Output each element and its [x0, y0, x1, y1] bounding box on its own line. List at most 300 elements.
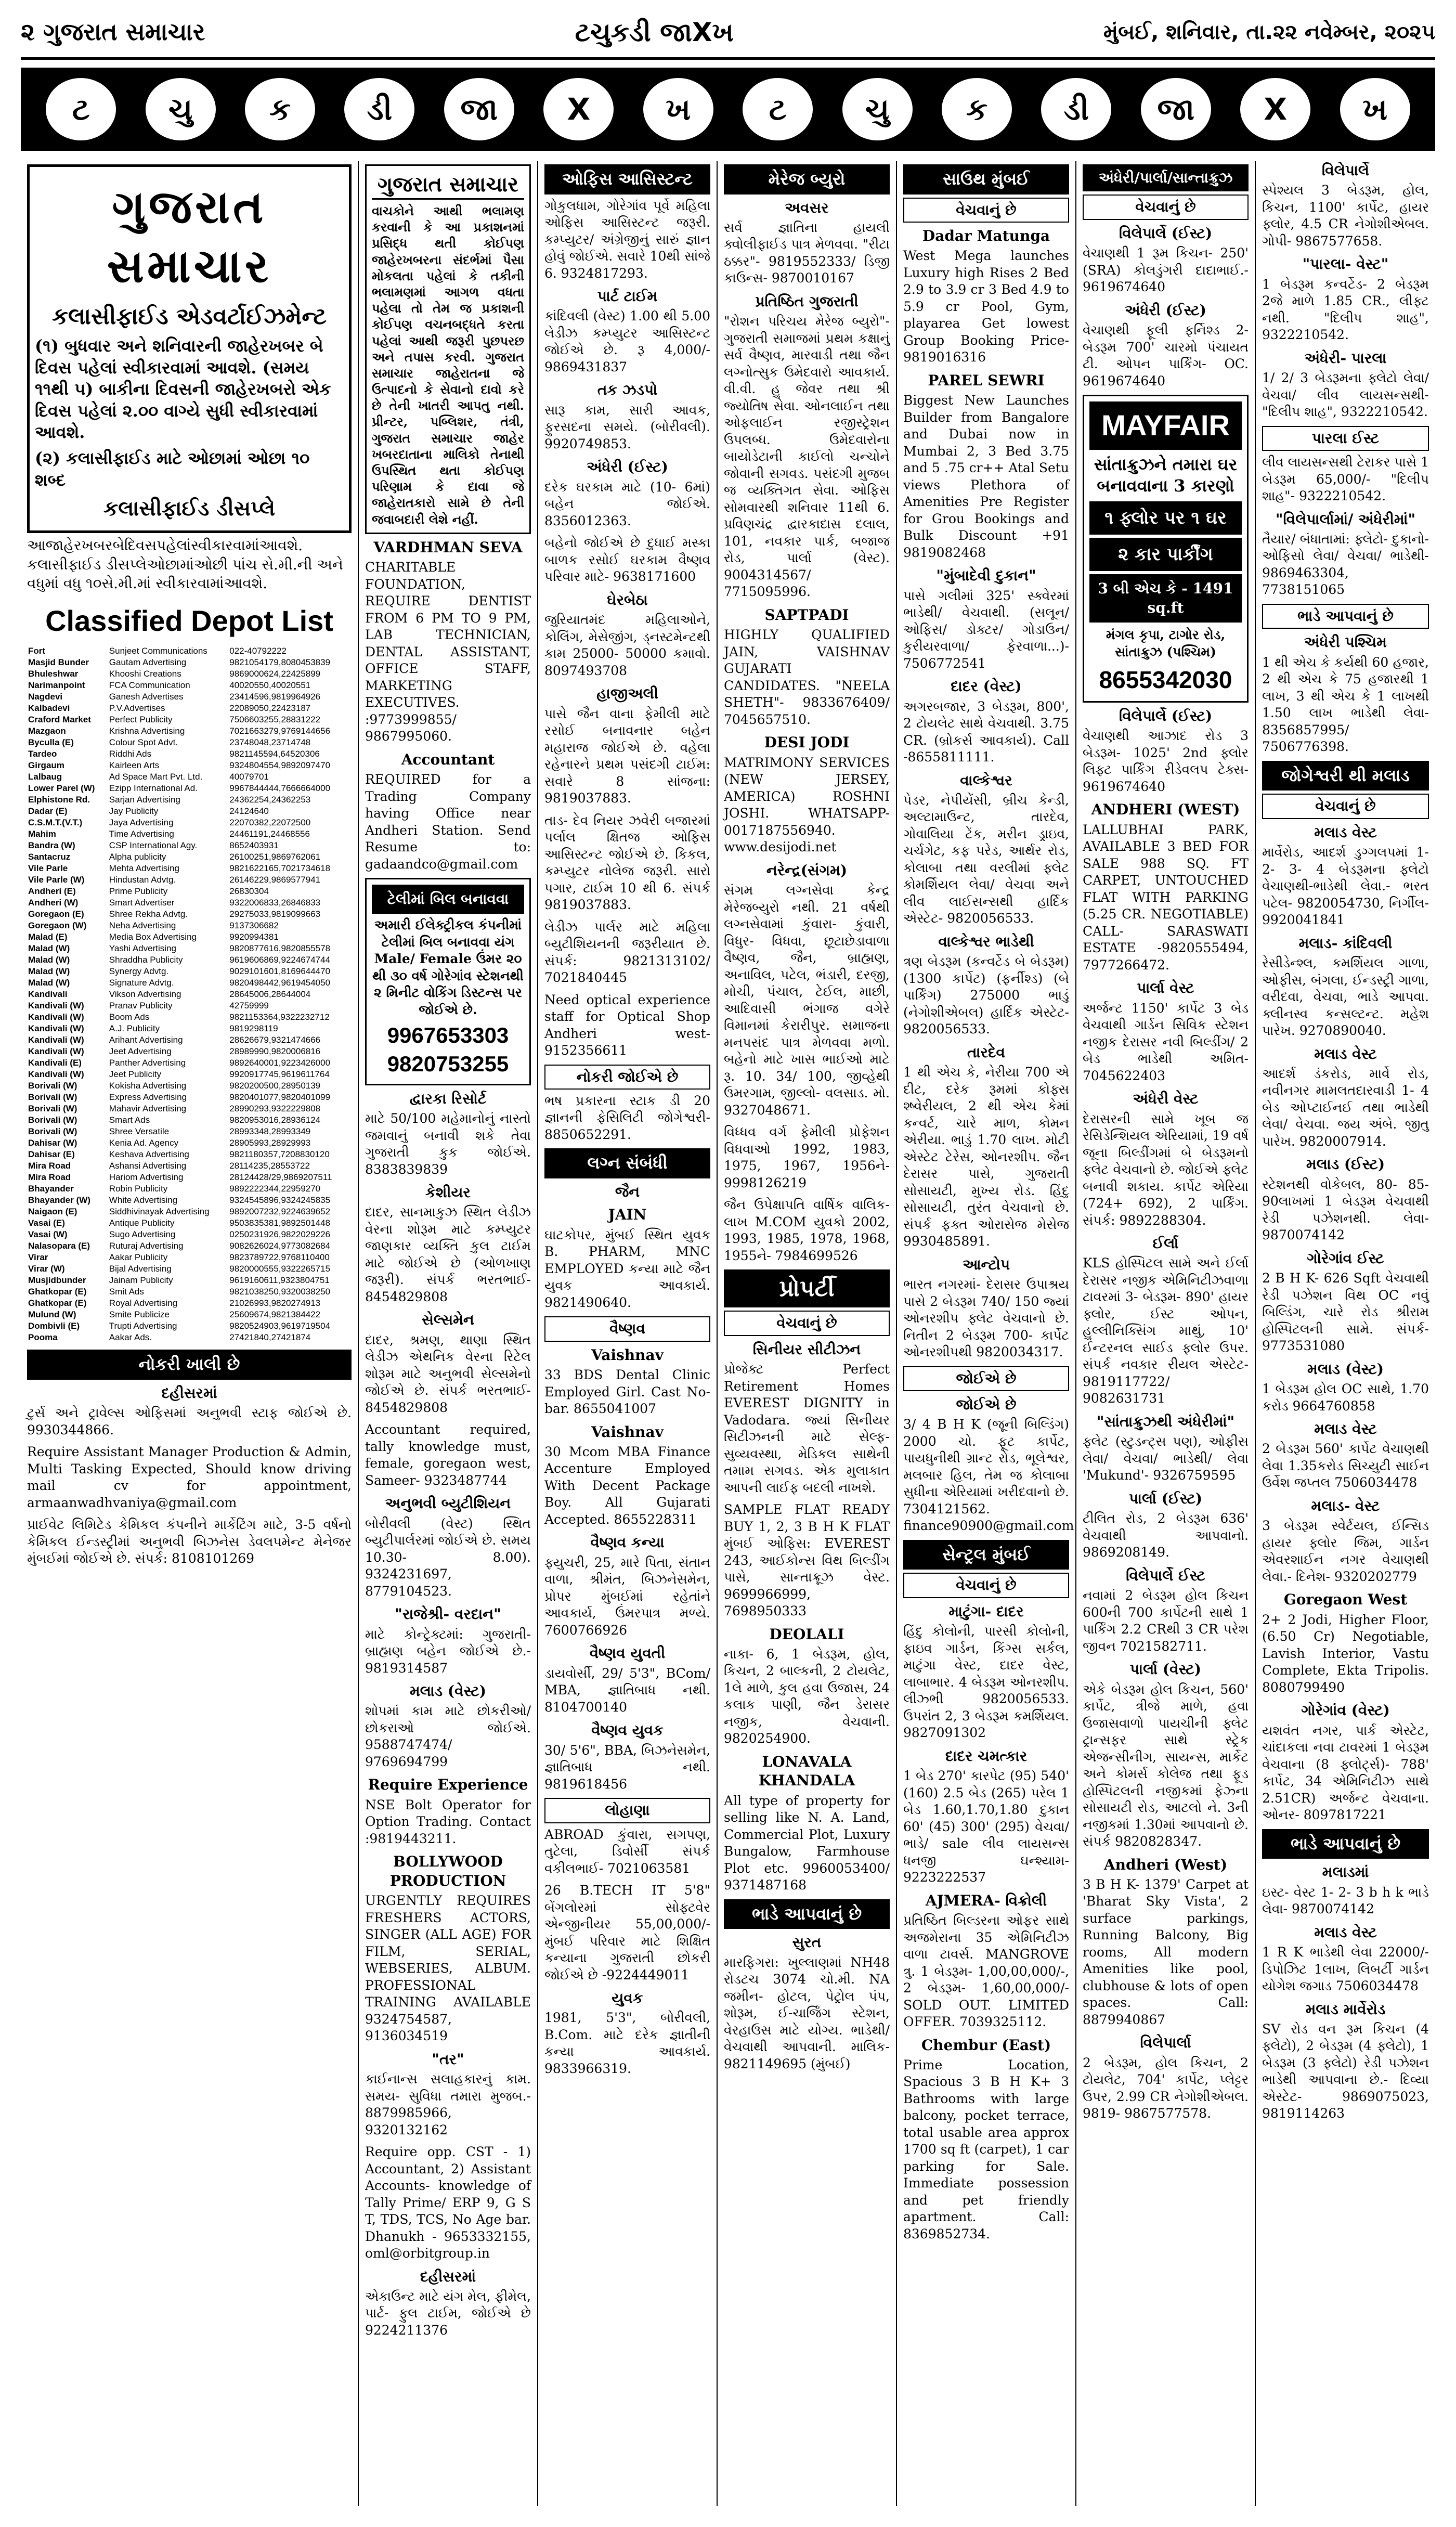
column-3 — [538, 161, 718, 2506]
mayfair-headline: સાંતાક્રુઝને તમારા ઘર બનાવવાના 3 કારણો — [1094, 454, 1238, 496]
for-rent-header: ભાડે આપવાનું છે — [1262, 1829, 1429, 1859]
depot-phone: 0250231926,9822029226 — [229, 1229, 331, 1240]
depot-phone: 9920917745,9619611764 — [229, 1069, 330, 1080]
depot-agency: Perfect Publicity — [109, 715, 173, 725]
ad-heading: જૈન — [615, 1183, 640, 1201]
telly-ad-phone: 9967653303 — [387, 1023, 509, 1048]
ad-body: 1 R K ભાડેથી લેવા 22000/- ડિપોઝિટ 1લાખ, લિબર્ટી ગાર્ડન યોગેશ જગાડ 7506034478 — [1262, 1945, 1429, 1993]
depot-agency: Siddhivinayak Advertising — [109, 1207, 210, 1217]
depot-phone: 23414596,9819964926 — [229, 692, 321, 702]
depot-row — [27, 954, 352, 966]
section-header: સાઉથ મુંબઈ — [903, 164, 1069, 195]
depot-row — [27, 874, 352, 886]
telly-ad-body: અમારી ઈલેક્ટ્રીકલ કંપનીમાં ટેલીમાં બિલ બનાવવા યંગ Male/ Female ઉંમર ૨૦ થી ૩૦ વર્ષ ગોરેગાંવ સ્ટેશનથી ૨ મિનીટ વોકિંગ ડિસ્ટન્સ પર જોઈએ છે. — [372, 917, 524, 1017]
depot-phone: 9324545896,9324245835 — [229, 1195, 331, 1206]
disclaimer-logo: ગુજરાત સમાચાર — [372, 171, 524, 200]
depot-area: Vasai (E) — [28, 1218, 65, 1228]
depot-area: Kandivali (W) — [28, 1035, 84, 1045]
depot-phone: 9821145594,64520306 — [229, 749, 320, 759]
depot-area: Kandivali (W) — [28, 1069, 84, 1080]
depot-area: Lower Parel (W) — [28, 783, 95, 794]
banner-letter: ટ — [46, 78, 116, 140]
depot-row — [27, 943, 352, 954]
ad-heading: દાદર ચમત્કાર — [945, 1747, 1028, 1765]
section-header: ઓફિસ આસિસ્ટન્ટ — [544, 164, 710, 195]
ad-heading: VARDHMAN SEVA — [373, 538, 523, 556]
depot-row — [27, 1332, 352, 1343]
depot-area: Kandivali (W) — [28, 1001, 84, 1011]
ad-heading: તારદેવ — [967, 1043, 1005, 1061]
ad-heading: Require Experience — [368, 1776, 528, 1794]
ad-heading: પ્રતિષ્ઠિત ગુજરાતી — [755, 292, 859, 310]
depot-area: Kandivali (W) — [28, 1046, 84, 1057]
depot-row — [27, 1229, 352, 1240]
depot-phone: 28990293,9322229808 — [229, 1104, 321, 1114]
ad-body: Require opp. CST - 1) Accountant, 2) Assistant Accounts- knowledge of Tally Prime/ ERP 9, G S T, TDS, TCS, No Age bar. Dhanukh - 9653332155, oml@orbitgroup.in — [365, 2144, 531, 2261]
for-rent-header: ભાડે આપવાનું છે — [1262, 604, 1429, 629]
telly-ad-header: ટેલીમાં બિલ બનાવવા — [372, 885, 524, 914]
ad-body: Prime Location, Spacious 3 B H K+ 3 Bathrooms with large balcony, pocket terrace, total usable area approx 1700 sq ft (carpet), 1 car parking for Sale. Immediate possession and pet friendly apartment. Call: 8369852734. — [903, 2057, 1069, 2241]
column-7 — [1256, 161, 1435, 2506]
depot-row — [27, 1309, 352, 1320]
depot-row — [27, 1126, 352, 1137]
depot-phone: 9823789722,9768110400 — [229, 1252, 330, 1263]
ad-body: તૈયાર/ બંધાતામાં: ફ્લેટો- દુકાનો- ઓફિસો લેવા/ વેચવા/ ભાડેથી- 9869463304, 7738151065 — [1262, 531, 1429, 598]
ad-body: 1 થી એચ કે કર્યથી 60 હજાર, 2 થી એચ કે 75 હજારથી 1 લાખ, 3 થી એચ કે 1 લાખથી 1.50 લાખ ભાડેથી લેવા- 8356857995/ 7506776398. — [1262, 654, 1429, 755]
depot-row — [27, 680, 352, 691]
depot-agency: Antique Publicity — [109, 1218, 175, 1228]
depot-phone: 28626679,9321474666 — [229, 1035, 321, 1045]
depot-area: Bhuleshwar — [28, 669, 79, 679]
ad-body: જૈન ઉપેક્ષાપતિ વાર્ષિક વાલિક- લાખ M.COM યુવકો 2002, 1993, 1985, 1978, 1968, 1955ને- 7984699526 — [724, 1197, 890, 1263]
depot-area: Narimanpoint — [28, 680, 85, 691]
ad-body: Accountant required, tally knowledge must, female, goregaon west, Sameer- 9323487744 — [365, 1422, 531, 1488]
dateline: મુંબઈ, શનિવાર, તા.૨૨ નવેમ્બર, ૨૦૨૫ — [1103, 20, 1435, 44]
depot-agency: Khooshi Creations — [109, 669, 181, 679]
depot-agency: Keshava Advertising — [109, 1149, 189, 1160]
depot-phone: 9029101601,8169644470 — [229, 966, 331, 977]
column-1 — [21, 161, 359, 2506]
ad-body: મારફિગરા: ખુલ્લાણમાં NH48 રોડટચ 3074 ચો.મી. NA જમીન- હોટલ, પેટ્રોલ પંપ, શોરૂમ, ઈ-ચાર્જિંગ સ્ટેશન, વેરહાઉસ માટે યોગ્ય. ભાડેથી/ વેચવાથી આપવાની. માલિક- 9821149695 (મુંબઈ) — [724, 1954, 890, 2071]
depot-agency: Arihant Advertising — [109, 1035, 183, 1045]
ad-body: વિધ્ધવ વર્ગ ફેમીલી પ્રોફેશન વિધવાઓ 1992, 1983, 1975, 1967, 1956ને- 9998126219 — [724, 1124, 890, 1190]
ad-body: યશવંત નગર, પાર્ક એસ્ટેટ, ચાંદાકલા નવા ટાવરમાં 1 બેડરૂમ વેચવાના (8 ફ્લોર્ટ્સ)- 788' કાર્પેટ, 34 એમિનિટીઝ સાથે 2.51CR) અર્જન્ટ વેચવાના. ઓનર- 8097817221 — [1262, 1722, 1429, 1823]
depot-area: Girgaum — [28, 760, 64, 771]
ad-heading: મલાડ વેસ્ટ — [1314, 823, 1377, 841]
depot-phone: 9820200500,28950139 — [229, 1081, 321, 1091]
rule-2: (૨) કલાસીફાઈડ માટે ઓછામાં ઓછા ૧૦ શબ્દ — [35, 448, 310, 490]
ad-heading: મલાડ વેસ્ટ — [1314, 1045, 1377, 1062]
ad-heading: મલાડ વેસ્ટ — [1314, 1420, 1377, 1438]
depot-agency: Bijal Advertising — [109, 1264, 172, 1274]
depot-row — [27, 771, 352, 783]
depot-phone: 9137306682 — [229, 921, 279, 931]
depot-agency: A.J. Publicity — [109, 1023, 160, 1034]
depot-agency: P.V.Advertises — [109, 703, 165, 714]
depot-agency: Krishna Advertising — [109, 726, 185, 736]
depot-row — [27, 794, 352, 806]
ad-body: માટે 50/100 મહેમાનોનું નાસ્તો જમવાનું બનાવી શકે તેવા ગુજરાતી કુક જોઈએ. 8383839839 — [365, 1111, 531, 1177]
depot-row — [27, 851, 352, 863]
ad-body: 26 B.TECH IT 5'8" બેંગલોરમાં સોફ્ટવેર એન્જીનીયર 55,00,000/- મુંબઈ પરિવાર માટે શિક્ષિત કન્યાના ગુજરાતી છોકરી જોઈએ છે -9224449011 — [544, 1883, 710, 1982]
page-number-masthead: ૨ ગુજરાત સમાચાર — [21, 18, 205, 46]
depot-agency: Trupti Advertising — [109, 1321, 177, 1331]
ad-body: હિંદુ કોલોની, પારસી કોલોની, ફાઇવ ગાર્ડન, કિંગ્સ સર્કલ, માટુંગા વેસ્ટ, દાદર વેસ્ટ, લાબાભાર. 4 બેડરૂમ ઓનરશીપ. લીઝ્ભી 9820056533. ઉપરાંત 2, 3 બેડરૂમ કમર્શિયલ. 9827091302 — [903, 1624, 1069, 1741]
depot-agency: Sunjeet Communications — [109, 646, 207, 656]
ad-heading: Andheri (West) — [1103, 1856, 1228, 1873]
weddings-header: લગ્ન સંબંધી — [544, 1148, 710, 1178]
depot-area: Mazgaon — [28, 726, 66, 736]
ad-heading: અંધેરી- પારલા — [1304, 349, 1387, 367]
depot-phone: 28989990,9820006816 — [229, 1046, 321, 1057]
depot-row — [27, 1160, 352, 1172]
ad-heading: LONAVALA KHANDALA — [758, 1753, 855, 1790]
ad-body: NSE Bolt Operator for Option Trading. Contact :9819443211. — [365, 1797, 531, 1846]
depot-row — [27, 863, 352, 874]
depot-agency: Smit Ads — [109, 1287, 144, 1297]
property-header: પ્રોપર્ટી — [724, 1269, 890, 1307]
ad-heading: "વિલેપાર્લામાં/ અંધેરીમાં" — [1275, 510, 1416, 528]
ad-body: કાઈનાન્સ સલાહકારનું કામ. સમય- સુવિધા તમારા મુજબ.- 8879985966, 9320132162 — [365, 2071, 531, 2137]
ad-heading: JAIN — [608, 1206, 647, 1224]
depot-agency: Shraddha Publicity — [109, 955, 183, 965]
ad-body: ટીલિત રોડ, 2 બેડરૂમ 636' વેચવાથી આપવાનો. 9869208149. — [1083, 1511, 1249, 1560]
depot-row — [27, 1240, 352, 1252]
depot-phone: 9819298119 — [229, 1023, 278, 1034]
banner-letter: ચુ — [146, 78, 216, 140]
depot-agency: Jeet Advertising — [109, 1046, 172, 1057]
ad-body: ટુર્સ અને ટ્રાવેલ્સ ઓફિસમાં અનુભવી સ્ટાફ જોઈએ છે. 9930344866. — [27, 1405, 352, 1437]
depot-area: Malad (W) — [28, 978, 70, 988]
ad-heading: Dadar Matunga — [922, 227, 1050, 244]
ad-body: ફ્લેટ (સ્ટુડન્ટ્સ પણ), ઓફીસ લેવા/ વેચવા/ ભાડેથી/ લેવા 'Mukund'- 9326759595 — [1083, 1434, 1249, 1483]
depot-agency: Pranav Publicity — [109, 1001, 173, 1011]
ad-body: 2+ 2 Jodi, Higher Floor, (6.50 Cr) Negotiable, Lavish Interior, Vastu Complete, Ekta Tripolis. 8080799490 — [1262, 1612, 1429, 1695]
depot-agency: Smart Ads — [109, 1115, 150, 1125]
depot-area: Masjid Bunder — [28, 657, 89, 668]
ad-body: તાડ- દેવ નિયર ઝવેરી બજારમાં પર્લાલ ક્ષિતજ ઓફિસ આસિસ્ટન્ટ જોઈએ છે. કિકલ, કમ્પ્યુટર નોલેજ જરૂરી. સારો પગાર, ટાઈમ 10 થી 6. સંપર્ક 9819037883. — [544, 812, 710, 913]
depot-phone: 9892007232,9224639652 — [229, 1207, 331, 1217]
depot-area: Virar (W) — [28, 1264, 65, 1274]
depot-phone: 40079701 — [229, 772, 269, 782]
depot-area: Craford Market — [28, 715, 91, 725]
depot-phone: 7506603255,28831222 — [229, 715, 321, 725]
depot-area: Borivali (W) — [28, 1092, 77, 1103]
ad-body: Need optical experience staff for Optical Shop Andheri west- 9152356611 — [544, 992, 710, 1058]
ad-body: ગોકુલધામ, ગોરેગાંવ પૂર્વે મહિલા ઓફિસ આસિસ્ટન્ટ જરૂરી. કમ્પ્યુટર/ અંગ્રેજીનું સારું જ્ઞાન હોવું જોઈએ. સવારે 10થી સાંજે 6. 9324817293. — [544, 198, 710, 281]
ad-body: REQUIRED for a Trading Company having Office near Andheri Station. Send Resume to: gadaandco@gmail.com — [365, 772, 531, 872]
for-sale-header: વેચવાનું છે — [1083, 195, 1249, 219]
depot-phone: 9820401077,9820401099 — [229, 1092, 331, 1103]
ad-body: સર્વ જ્ઞાતિના હાયલી ક્વોલીફાઈડ પાત્ર મેળવવા. "રીટા ઠક્કર"- 9819552333/ ડિજી કાઉન્સ- 9870010167 — [724, 219, 890, 286]
for-sale-header: વેચવાનું છે — [903, 1573, 1069, 1598]
depot-phone: 9619160611,9323804751 — [229, 1275, 330, 1286]
depot-phone: 29275033,9819099663 — [229, 909, 321, 919]
ad-heading: ગોરેગાંવ ઈસ્ટ — [1307, 1249, 1384, 1267]
depot-agency: Shree Versatile — [109, 1126, 170, 1137]
depot-row — [27, 703, 352, 714]
mayfair-phone: 8655342030 — [1099, 666, 1232, 694]
depot-row — [27, 645, 352, 657]
subsection-header: પારલા ઈસ્ટ — [1262, 426, 1429, 451]
ad-body: અગરબજાર, 3 બેડરૂમ, 800', 2 ટોયલેટ સાથે વેચવાથી. 3.75 CR. (બ્રોકર્સ આવકાર્ય). Call -8655811111. — [903, 698, 1069, 765]
page-header — [21, 7, 1435, 60]
depot-phone: 9821038250,9320038250 — [229, 1287, 331, 1297]
depot-row — [27, 748, 352, 760]
depot-agency: Ganesh Advertises — [109, 692, 184, 702]
depot-row — [27, 714, 352, 725]
ad-body: નાકા- 6, 1 બેડરૂમ, હોલ, કિચન, 2 બાલ્કની, 2 ટોયલેટ, 1લે માળે, કુલ હવા ઉજાસ, 24 કલાક પાણી, જૈન ડેરાસર નજીક, વેચવાની. 9820254900. — [724, 1646, 890, 1746]
mayfair-benefit: 3 બી એચ કે - 1491 sq.ft — [1089, 574, 1242, 623]
depot-agency: Synergy Advtg. — [109, 966, 169, 977]
ad-body: જુરિયાતમંદ મહિલાઓને, કોલિંગ, મેસેજીંગ, ડ્નસ્ટમેન્ટથી કામ 25000- 50000 કમાવો. 8097493708 — [544, 612, 710, 678]
depot-agency: Vikson Advertising — [109, 989, 181, 1000]
masthead-logo: ગુજરાત સમાચાર — [107, 180, 272, 293]
ad-body: 3 બેડરૂમ સ્વેર્ટયલ, ઈન્સિડ હાયર ફ્લોર જિમ, ગાર્ડન એવરશાઈન નગર વેચાણથી લેવા.- દિનેશ- 9320202779 — [1262, 1518, 1429, 1584]
depot-row — [27, 1195, 352, 1206]
disclaimer-box — [365, 164, 531, 534]
depot-phone: 9820000555,9322265715 — [229, 1264, 331, 1274]
depot-row — [27, 1034, 352, 1046]
ad-body: સંગમ લગ્નસેવા કેન્દ્ર મેરેજબ્યુરો નથી. 21 વર્ષથી લગ્નસેવામાં કુંવારા- કુંવારી, વિધુર- વિધવા, છૂટાછેડાવાળા વૈષ્ણવ, જૈન, બ્રાહ્મણ, અનાવિલ, પટેલ, ભંડારી, દરજી, મોચી, પંચાલ, ટેઈલ, માછી, આદિવાસી ભંગાજ વગેરે વિમાનમાં કેરારીપુર. સમાજના મનપસંદ પાત્ર મેળવવા મળો. બહેનો માટે ખાસ ભાઈઓ માટે રૂ. 10. 34/ 100, જીવ્હેથી ઉમરગામ, જીલ્લો- વલસાડ. મો. 9327048671. — [724, 883, 890, 1118]
depot-phone: 9820877616,9820855578 — [229, 943, 331, 954]
ad-body: 33 BDS Dental Clinic Employed Girl. Cast No- bar. 8655041007 — [544, 1367, 710, 1417]
disclaimer-text: વાચકોને આથી ભલામણ કરવાની કે આ પ્રકાશનમાં પ્રસિદ્ધ થતી કોઈપણ જાહેરખબરના સંદર્ભમાં પૈસા મોકલતા પહેલાં કે તકીની ભલામણમાં આગળ વધતા પહેલા તો તેમ જ પ્રકાશની કોઈપણ વચનબદ્ધતે કરતા પહેલાં આથી જરૂરી પુછપરછ અને તપાસ કરવી. ગુજરાત સમાચાર જાહેરાતના જે ઉત્પાદનો કે સેવાનો દાવો કરે છે તેની ખાતરી આપતુ નથી. પ્રીન્ટર, પબ્લિશર, તંત્રી, ગુજરાત સમાચાર જાહેર ખબરદાતાના માલિકો તેનાથી ઉપસ્થિત થતા કોઈપણ પરિણામ કે દાવા જે જાહેરાતકારો સામે છે તેની જવાબદારી લેશે નહીં. — [372, 203, 524, 527]
ad-heading: મલાડ (વેસ્ટ) — [1307, 1360, 1384, 1378]
depot-agency: Ad Space Mart Pvt. Ltd. — [109, 772, 203, 782]
depot-row — [27, 1252, 352, 1263]
depot-row — [27, 1183, 352, 1195]
banner-letter: ખ — [1340, 78, 1410, 140]
depot-phone: 27421840,27421874 — [229, 1332, 311, 1343]
banner-letter: જા — [1141, 78, 1211, 140]
ad-body: Biggest New Launches Builder from Bangalore and Dubai now in Mumbai 2, 3 Bed 3.75 and 5 .75 cr++ Atal Setu views Plethora of Amenities Pre Register for Grou Bookings and Bulk Discount +91 9819082468 — [903, 393, 1069, 560]
ad-body: ભારત નગરમાં- દેરાસર ઉપાશ્રય પાસે 2 બેડરૂમ 740/ 150 જ્યાં ઓનરશીપ ફ્લેટ વેચવાનો છે. નિતીન 2 બેડરૂમ 700- કાર્પેટ ઓનરશીપથી 9820034317. — [903, 1277, 1069, 1360]
depot-agency: CSP International Agy. — [109, 840, 198, 851]
depot-agency: Jay Publicity — [109, 806, 159, 817]
depot-phone: 28993348,28993349 — [229, 1126, 311, 1137]
telly-ad-phone: 9820753255 — [387, 1052, 509, 1077]
depot-phone: 9324804554,9892097470 — [229, 760, 331, 771]
ad-body: શોપમાં કામ માટે છોકરીઓ/ છોકરાઓ જોઈએ. 9588747474/ 9769694799 — [365, 1703, 531, 1769]
depot-list-title: Classified Depot List — [45, 604, 333, 638]
ad-heading: દહીસરમાં — [420, 2267, 476, 2285]
depot-area: Malad (W) — [28, 955, 70, 965]
depot-agency: Smart Advertiser — [109, 898, 175, 908]
depot-area: Lalbaug — [28, 772, 62, 782]
depot-area: Bandra (W) — [28, 840, 75, 851]
depot-agency: Smite Publicize — [109, 1310, 170, 1320]
ad-body: દાદર, શ્રમણ, થાણા સ્થિત લેડીઝ એથનિક વેરના રિટેલ શોરૂમ માટે અનુભવી સેલ્સમેનો જોઈએ છે. સંપર્ક ભરતભાઈ- 8454829808 — [365, 1332, 531, 1415]
ad-body: આદર્શ ડંકરોડ, માર્વે રોડ, નવીનગર મામલતદારવાડી 1- 4 બેડ ઓપ્ટાઈનઈ તથા ભાડેથી લેવા/ વેચવા. જય અંબે. જીતુ પારેખ. 9820007914. — [1262, 1066, 1429, 1149]
ad-body: ઘાટકોપર, મુંબઈ સ્થિત યુવક B. PHARM, MNC EMPLOYED કન્યા માટે જૈન યુવક આવકાર્ય. 9821490640. — [544, 1227, 710, 1310]
ad-body: દાદર, સાનમાકુઝ સ્થિત લેડીઝ વેરના શોરૂમ માટે કમ્પ્યુટર જાણકાર વ્યક્તિ કુલ ટાઈમ માટે જોઈએ છે (ઓળખાણ જરૂરી). સંપર્ક ભરતભાઈ- 8454829808 — [365, 1204, 531, 1304]
ad-heading: ANDHERI (WEST) — [1091, 801, 1240, 819]
depot-phone: 9082626024,9773082684 — [229, 1241, 331, 1251]
depot-row — [27, 1286, 352, 1298]
ad-body: વેચાણથી આઝાદ રોડ 3 બેડરૂમ- 1025' 2nd ફ્લોર લિફ્ટ પાર્કિંગ રીડેવલપ ટેક્સ- 9619674640 — [1083, 728, 1249, 794]
depot-row — [27, 1206, 352, 1217]
depot-agency: Neha Advertising — [109, 921, 176, 931]
depot-phone: 9869000624,22425899 — [229, 669, 321, 679]
mayfair-benefit: ૨ કાર પાર્કીંગ — [1089, 538, 1242, 571]
ad-heading: સિનીયર સીટીઝન — [752, 1340, 861, 1358]
depot-phone: 21026993,9820274913 — [229, 1298, 321, 1308]
depot-area: Nagdevi — [28, 692, 63, 702]
depot-agency: Kokisha Advertising — [109, 1081, 187, 1091]
depot-agency: Signature Advtg. — [109, 978, 174, 988]
ad-heading: Vaishnav — [591, 1423, 664, 1441]
depot-row — [27, 989, 352, 1000]
depot-row — [27, 1023, 352, 1034]
banner-letter: X — [1240, 78, 1310, 140]
ad-body: 2 B H K- 626 Sqft વેચવાથી રેડી પઝેશન વિથ OC નવું બિલ્ડિંગ, ચારે રોડ શ્રીરામ હોસ્પિટલની સામે. સંપર્ક- 9773531080 — [1262, 1271, 1429, 1354]
depot-agency: FCA Communication — [109, 680, 190, 691]
depot-agency: Hariom Advertising — [109, 1172, 184, 1183]
depot-agency: Express Advertising — [109, 1092, 187, 1103]
column-2 — [359, 161, 538, 2506]
ad-body: KLS હોસ્પિટલ સામે અને ઈર્લા દેરાસર નજીક એમિનિટીઝવાળા ટાવરમાં 3- બેડરૂમ- 890' હાયર ફ્લોર, ઈસ્ટ ઓપન, હુલ્લીનિક્સિંગ માથું, 10' ઈન્ટરનલ સાઈડ ફ્લોર ઉપર. સંપર્ક નવકાર રીયલ એસ્ટેટ- 9819117722/ 9082631731 — [1083, 1255, 1249, 1406]
ad-heading: Goregaon West — [1283, 1591, 1408, 1609]
depot-phone: 28114235,28553722 — [229, 1161, 310, 1171]
depot-row — [27, 817, 352, 828]
depot-phone: 26100251,9869762061 — [229, 852, 321, 862]
ad-heading: સુરત — [792, 1934, 822, 1951]
depot-row — [27, 966, 352, 977]
subsection-header: લોહાણા — [544, 1798, 710, 1823]
depot-phone: 9892640001,9223426000 — [229, 1058, 331, 1068]
depot-phone: 26146229,9869577941 — [229, 875, 321, 885]
section-banner — [21, 68, 1435, 151]
banner-letter: X — [543, 78, 614, 140]
depot-area: Mira Road — [28, 1172, 71, 1183]
ad-body: અર્જન્ટ 1150' કાર્પેટ 3 બેડ વેચવાથી ગાર્ડન સિવિક સ્ટેશન નજીક દેરાસર નવી બિલ્ડીંગ/ 2 બેડ ભાડેથી અમિત- 7045622403 — [1083, 1000, 1249, 1083]
ad-heading: પાર્લા (વેસ્ટ) — [1130, 1661, 1201, 1678]
ad-body: 1 બેડરૂમ હોલ OC સાથે, 1.70 કરોડ 9664760858 — [1262, 1381, 1429, 1414]
depot-row — [27, 828, 352, 840]
depot-row — [27, 1275, 352, 1286]
ad-heading: PAREL SEWRI — [928, 371, 1045, 389]
ad-heading: વિલેપાર્લે (ઈસ્ટ) — [1119, 224, 1213, 242]
ad-body: 1 થી એચ કે, નેરીયા 700 એ દીટ, દરેક રૂમમાં કોફ્સ શ્ષ્વેરીયલ, 2 થી એચ કેમાં કન્વર્ટ, ચારે માળ, કોમન એરીયા. ભાડું 1.70 લાખ. મોટી એસ્ટેટ ટેરેસ, ઓનરશીપ. જૈન દેરાસર પાસે, ગુજરાતી સોસાયટી, મુખ્ય રોડ. હિંદુ સોસાયટી, તુરંત વેચવાનો છે. સંપર્ક ફક્ત ઓરાસેજ મેસેજ 9930485891. — [903, 1065, 1069, 1249]
depot-row — [27, 1217, 352, 1229]
ad-body: એકાઉન્ટ માટે યંગ મેલ, ફીમેલ, પાર્ટ- ફુલ ટાઈમ, જોઈએ છે 9224211376 — [365, 2288, 531, 2338]
depot-agency: Boom Ads — [109, 1012, 150, 1022]
ad-heading: SAPTPADI — [764, 606, 849, 624]
ad-heading: કેશીયર — [425, 1184, 471, 1201]
depot-agency: Ezipp International Ad. — [109, 783, 198, 794]
ad-heading: વિલેપાર્લે ઈસ્ટ — [1126, 1566, 1205, 1584]
depot-agency: Yashi Advertising — [109, 943, 176, 954]
ad-body: પાસે ગલીમાં 325' સ્ક્વેરમાં ભાડેથી/ વેચવાથી. (સલૂન/ ઓફિસ/ ડોક્ટર/ ગોડાઉન/ કુરીયરવાળા/ ફેરવાળા...)- 7506772541 — [903, 588, 1069, 671]
depot-area: Bhayander (W) — [28, 1195, 90, 1206]
depot-area: Vile Parle — [28, 863, 68, 874]
ad-heading: પાર્લા (ઈસ્ટ) — [1128, 1489, 1203, 1507]
ad-heading: પાર્ટ ટાઈમ — [597, 288, 658, 305]
depot-row — [27, 737, 352, 748]
ad-heading: "મુંબાદેવી દુકાન" — [936, 567, 1036, 585]
depot-row — [27, 840, 352, 851]
depot-agency: Time Advertising — [109, 829, 174, 839]
ad-heading: અવસર — [785, 199, 829, 216]
ad-heading: વૈષ્ણવ કન્યા — [590, 1534, 665, 1551]
ad-body: ભષ પ્રકારના સ્ટાક ડી 20 જ્ઞાનની ફેસિલિટી જોગેશ્વરી- 8850652291. — [544, 1093, 710, 1142]
depot-row — [27, 1092, 352, 1103]
jobs-section-header: નોકરી ખાલી છે — [27, 1350, 352, 1380]
depot-area: Goregaon (W) — [28, 921, 87, 931]
ad-heading: "સાંતાક્રુઝથી અંધેરીમાં" — [1096, 1412, 1235, 1430]
depot-agency: White Advertising — [109, 1195, 178, 1206]
depot-area: Ghatkopar (E) — [28, 1287, 87, 1297]
depot-area: Borivali (W) — [28, 1126, 77, 1137]
depot-area: Dombivli (E) — [28, 1321, 80, 1331]
ad-body: વેચાણથી 1 રૂમ કિચન- 250' (SRA) કોલડુંગરી દાદાભાઈ.- 9619674640 — [1083, 245, 1249, 295]
banner-letter: ક — [245, 78, 315, 140]
for-sale-header: વેચવાનું છે — [903, 198, 1069, 223]
depot-row — [27, 1046, 352, 1057]
depot-phone: 24362254,24362253 — [229, 795, 311, 805]
ad-body: પ્રતિષ્ઠિત બિલ્ડરના ઓફર સાથે અજમેરાના 35 એમિનિટીઝ વાળા ટાવર્સ. MANGROVE ત્રુ. 1 બેડરૂમ- 1,00,00,000/-, 2 બેડરૂમ- 1,60,00,000/- SOLD OUT. LIMITED OFFER. 7039325112. — [903, 1913, 1069, 2030]
column-4 — [718, 161, 897, 2506]
ad-body: માર્વેરોડ, આદર્શ ડુગ્ગલપમાં 1- 2- 3- 4 બેડરૂમના ફ્લેટો વેચાણથી-ભાડેથી લેવા.- ભરત પટેલ- 9820054730, નિર્ગીલ- 9920041841 — [1262, 845, 1429, 928]
ad-heading: વિલેપાર્લે (ઈસ્ટ) — [1119, 707, 1213, 724]
banner-letter: ખ — [643, 78, 713, 140]
depot-area: Musjidbunder — [28, 1275, 86, 1286]
mayfair-address: મંગલ કૃપા, ટાગોર રોડ, સાંતાક્રુઝ (પશ્ચિમ) — [1106, 627, 1226, 659]
depot-phone: 26830304 — [229, 886, 269, 897]
depot-phone: 9322006833,26846833 — [229, 898, 321, 908]
ad-body: SV રોડ વન રૂમ કિચન (4 ફ્લેટો), 2 બેડરૂમ (4 ફ્લેટો), 1 બેડરૂમ (3 ફ્લેટો) રેડી પઝેશન ભાડેથી આપવાના છે.- દિવ્યા એસ્ટેટ- 9869075023, 9819114263 — [1262, 2021, 1429, 2121]
depot-agency: Riddhi Ads — [109, 749, 152, 759]
ad-body: 2 બેડરૂમ 560' કાર્પેટ વેચાણથી લેવા 1.35કરોડ સિચ્યુટી સાઈન ઉર્વેશ જપ્તલ 7506034478 — [1262, 1441, 1429, 1491]
depot-row — [27, 725, 352, 737]
ad-body: સ્ટેશનથી વોકેબલ, 80- 85- 90લાખમાં 1 બેડરૂમ વેચવાથી રેડી પઝેશનથી. લેવા- 9870074142 — [1262, 1176, 1429, 1243]
ad-body: વેચાણથી ફૂલી ફર્નિશ્ડ 2- બેડરૂમ 700' ચારમો પંચાયત ટી. ઓપન પાર્કિંગ- OC. 9619674640 — [1083, 322, 1249, 388]
depot-area: Naigaon (E) — [28, 1207, 77, 1217]
ad-heading: અનુભવી બ્યુટીશિયન — [385, 1495, 511, 1512]
depot-phone: 9503835381,9892501448 — [229, 1218, 331, 1228]
ad-body: પ્રોજેક્ટ Perfect Retirement Homes EVEREST DIGNITY in Vadodara. જ્યાં સિનીયર સિટીઝનની માટે સેલ્ફ-સુવ્યવસ્થા, મેડિકલ સાથેની તમામ સગવડ. એક મુલાકાત આપની લાઈફ બદલી નાખશે. — [724, 1362, 890, 1495]
depot-area: Elphistone Rd. — [28, 795, 90, 805]
depot-agency: Alpha publicity — [109, 852, 166, 862]
ad-body: 1 બેડરૂમ કન્વર્ટેડ- 2 બેડરૂમ 2જે માળે 1.85 CR., લીફ્ટ નથી. "દિલીપ શાહ", 9322210542. — [1262, 276, 1429, 343]
ad-body: પાસે જૈન વાના ફેમીલી માટે રસોઈ બનાવનાર બહેન મહારાજ જોઈએ છે. વહેલા રહેનારને પ્રથમ પસંદગી ટાઈમ: સવારે 8 સાંજના: 9819037883. — [544, 706, 710, 806]
ad-heading: વાલ્કેશ્વર ભાડેથી — [938, 932, 1034, 950]
ad-body: MATRIMONY SERVICES (NEW JERSEY, AMERICA) ROSHNI JOSHI. WHATSAPP- 0017187556940. www.desijodi.net — [724, 755, 890, 855]
depot-area: Dahisar (W) — [28, 1138, 77, 1148]
ad-heading: મલાડ- કાંદિવલી — [1298, 934, 1393, 952]
display-note: આજાહેરખબરબેદિવસપહેલાંસ્વીકારવામાંઆવશે. કલાસીફાઈડ ડીસપ્લેઓછામાંઓછી પાંચ સે.મી.ની અને વધુમાં વધુ ૧૦સે.મી.માં સ્વીકારવામાંઆવશે. — [27, 537, 343, 592]
ad-heading: "તર" — [432, 2050, 464, 2068]
section-header: સેન્ટ્રલ મુંબઈ — [903, 1540, 1069, 1570]
ad-body: 3/ 4 B H K (જૂની બિલ્ડિંગ) 2000 ચો. ફૂટ કાર્પેટ, પાયધુનીથી ગ્રાન્ટ રોડ, ભૂલેશ્વર, મલબાર હિલ, તેમ જ કોલાબા સુધીના એરિયામાં ખરીદવાનો છે. 7304121562. finance90900@gmail.com — [903, 1417, 1074, 1534]
depot-row — [27, 691, 352, 703]
ad-heading: વૈષ્ણવ યુવતી — [589, 1644, 666, 1662]
depot-area: Bhayander — [28, 1184, 74, 1194]
for-sale-header: વેચવાનું છે — [724, 1311, 890, 1336]
ad-body: 1981, 5'3", બોરીવલી, B.Com. માટે દરેક જ્ઞાતીની કન્યા આવકાર્ય. 9833966319. — [544, 2010, 710, 2076]
for-sale-header: વેચવાનું છે — [1262, 794, 1429, 819]
depot-phone: 9821180357,7208830120 — [229, 1149, 330, 1160]
ad-heading: પાર્લા વેસ્ટ — [1137, 979, 1194, 997]
ad-body: સ્પેશ્યલ 3 બેડરૂમ, હોલ, કિચન, 1100' કાર્પેટ, હાયર ફ્લોર, 4.5 CR નેગોશીએબલ. ગોપી- 9867577658. — [1262, 183, 1429, 249]
depot-phone: 9820498442,9619454050 — [229, 978, 331, 988]
depot-phone: 22070382,22072500 — [229, 818, 311, 828]
depot-agency: Jaya Advertising — [109, 818, 174, 828]
depot-phone: 9820524903,9619719504 — [229, 1321, 331, 1331]
depot-area: C.S.M.T.(V.T.) — [28, 818, 83, 828]
ad-heading: અંધેરી પશ્ચિમ — [1304, 633, 1387, 651]
